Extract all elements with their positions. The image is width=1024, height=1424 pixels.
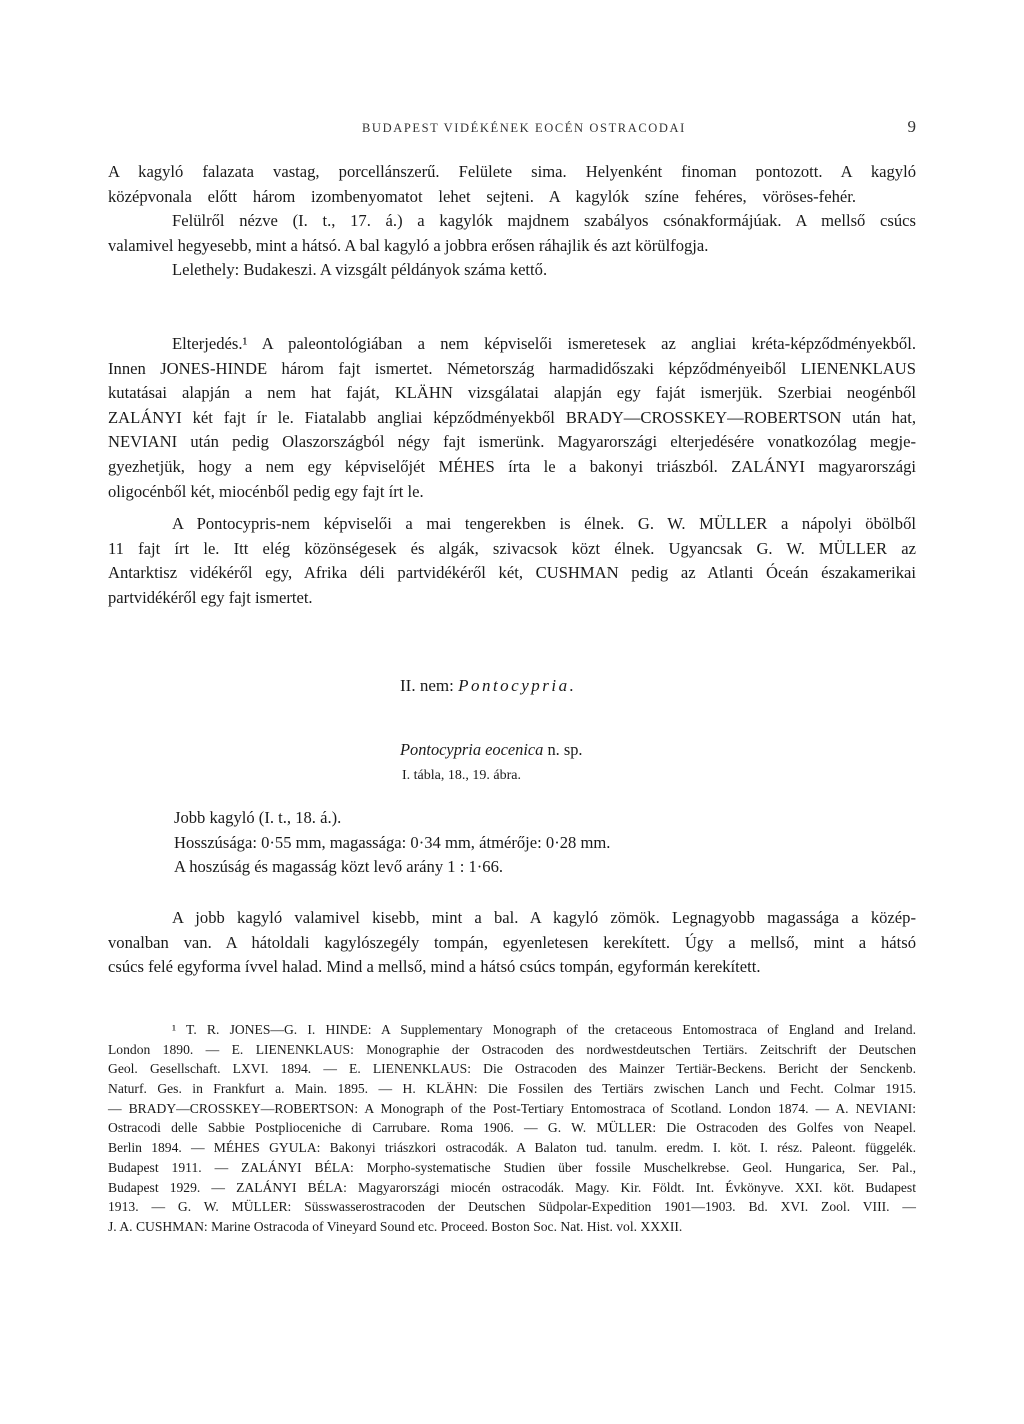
text-line: ZALÁNYI két fajt ír le. Fiatalabb angliai képződményekből BRADY—CROSSKEY—ROBERTSON után hat, (108, 407, 916, 427)
text-line: A kagyló falazata vastag, porcellánszerű. Felülete sima. Helyenként finoman pontozott. A kagyló (108, 162, 916, 181)
footnote-line: Naturf. Ges. in Frankfurt a. Main. 1895. — H. KLÄHN: Die Fossilen des Tertiärs zwischen Lanch und Fecht. Colmar 1915. (108, 1081, 916, 1097)
footnote (108, 1020, 916, 1237)
running-title: BUDAPEST VIDÉKÉNEK EOCÉN OSTRACODAI (362, 121, 686, 135)
footnote-line: Berlin 1894. — MÉHES GYULA: Bakonyi triászkori ostracodák. A Balaton tud. tanulm. eredm. I. köt. I. rész. Paleont. függelék. (108, 1140, 916, 1156)
genus-heading-prefix: II. nem: (400, 676, 459, 695)
measurement-line: A hoszúság és magasság közt levő arány 1 : 1·66. (174, 857, 504, 877)
comparison-paragraph (108, 906, 916, 980)
species-name: Pontocypria eocenica (400, 740, 544, 759)
genus-name: Pontocypria. (458, 676, 577, 695)
footnote-line: ¹ T. R. JONES—G. I. HINDE: A Supplementary Monograph of the cretaceous Entomostraca of England and Ireland. (172, 1022, 916, 1037)
footnote-line: 1913. — G. W. MÜLLER: Süsswasserostracoden der Deutschen Südpolar-Expedition 1901—1903. Bd. XVI. Zool. VIII. — (108, 1199, 916, 1215)
footnote-line: Ostracodi delle Sabbie Postplioceniche di Carrubare. Roma 1906. — G. W. MÜLLER: Die Ostracoden des Golfes von Neapel. (108, 1120, 916, 1136)
text-line: Lelethely: Budakeszi. A vizsgált példányok száma kettő. (172, 260, 548, 280)
text-line: Felülről nézve (I. t., 17. á.) a kagylók majdnem szabályos csónakformájúak. A mellső csúcs (172, 211, 916, 231)
footnote-line: J. A. CUSHMAN: Marine Ostracoda of Vineyard Sound etc. Proceed. Boston Soc. Nat. Hist. vol. XXXII. (108, 1218, 683, 1234)
page-number: 9 (907, 117, 916, 136)
footnote-line: — BRADY—CROSSKEY—ROBERTSON: A Monograph of the Post-Tertiary Entomostraca of Scotland. London 1874. — A. NEVIANI: (108, 1100, 916, 1116)
description-paragraph (108, 160, 916, 283)
footnote-line: Budapest 1911. — ZALÁNYI BÉLA: Morpho-systematische Studien über fossile Muschelkrebse. Geol. Hungarica, Ser. Pal., (108, 1159, 916, 1175)
text-line: NEVIANI után pedig Olaszországból négy fajt ismerünk. Magyarországi elterjedésére vonatkozólag megje- (108, 432, 916, 452)
text-line: A jobb kagyló valamivel kisebb, mint a bal. A kagyló zömök. Legnagyobb magassága a közép- (172, 908, 916, 927)
plate-reference: I. tábla, 18., 19. ábra. (402, 768, 521, 783)
text-line: valamivel hegyesebb, mint a hátsó. A bal kagyló a jobbra erősen ráhajlik és azt körülfogja. (108, 235, 709, 255)
recent-distribution-paragraph (108, 512, 916, 610)
measurement-line: Jobb kagyló (I. t., 18. á.). (174, 808, 342, 827)
text-line: csúcs felé egyforma ívvel halad. Mind a mellső, mind a hátsó csúcs tompán, egyformán kerekített. (108, 957, 761, 977)
footnote-line: Budapest 1929. — ZALÁNYI BÉLA: Magyarországi miocén ostracodák. Magy. Kir. Földt. Int. Évkönyve. XXI. köt. Budapest (108, 1179, 916, 1195)
footnote-line: Geol. Gesellschaft. LXVI. 1894. — E. LIENENKLAUS: Die Ostracoden des Mainzer Tertiär-Beckens. Bericht der Senckenb. (108, 1061, 916, 1077)
text-line: Elterjedés.¹ A paleontológiában a nem képviselői ismeretesek az angliai kréta-képződményekből. (172, 334, 916, 353)
text-line: Innen JONES-HINDE három fajt ismertet. Németország harmadidőszaki képződményeiből LIENENKLAUS (108, 358, 916, 378)
text-line: 11 fajt írt le. Itt elég közönségesek és algák, szivacsok közt élnek. Ugyancsak G. W. MÜLLER az (108, 538, 916, 558)
text-line: középvonala előtt három izombenyomatot lehet sejteni. A kagylók színe fehéres, vöröses-fehér. (108, 186, 856, 206)
running-header (108, 119, 916, 139)
text-line: kutatásai alapján a nem hat faját, KLÄHN vizsgálatai alapján egy faját ismerjük. Szerbiai neogénből (108, 383, 916, 403)
text-line: vonalban van. A hátoldali kagylószegély tompán, egyenletesen kerekített. Úgy a mellső, mint a hátsó (108, 932, 916, 952)
distribution-paragraph (108, 332, 916, 504)
text-line: oligocénből két, miocénből pedig egy fajt írt le. (108, 481, 424, 501)
genus-heading (400, 676, 576, 696)
species-suffix: n. sp. (543, 740, 583, 759)
text-line: gyezhetjük, hogy a nem egy képviselőjét MÉHES írta le a bakonyi triászból. ZALÁNYI magyarországi (108, 456, 916, 476)
text-line: A Pontocypris-nem képviselői a mai tengerekben is élnek. G. W. MÜLLER a nápolyi öbölből (172, 514, 916, 533)
text-line: partvidékéről egy fajt ismertet. (108, 587, 313, 607)
measurement-line: Hosszúsága: 0·55 mm, magassága: 0·34 mm, átmérője: 0·28 mm. (174, 832, 611, 852)
footnote-line: London 1890. — E. LIENENKLAUS: Monographie der Ostracoden des nordwestdeutschen Tertiärs. Zeitschrift der Deutschen (108, 1041, 916, 1057)
species-heading (400, 740, 583, 760)
text-line: Antarktisz vidékéről egy, Afrika déli partvidékéről két, CUSHMAN pedig az Atlanti Óceán északamerikai (108, 563, 916, 583)
measurements (174, 806, 916, 880)
